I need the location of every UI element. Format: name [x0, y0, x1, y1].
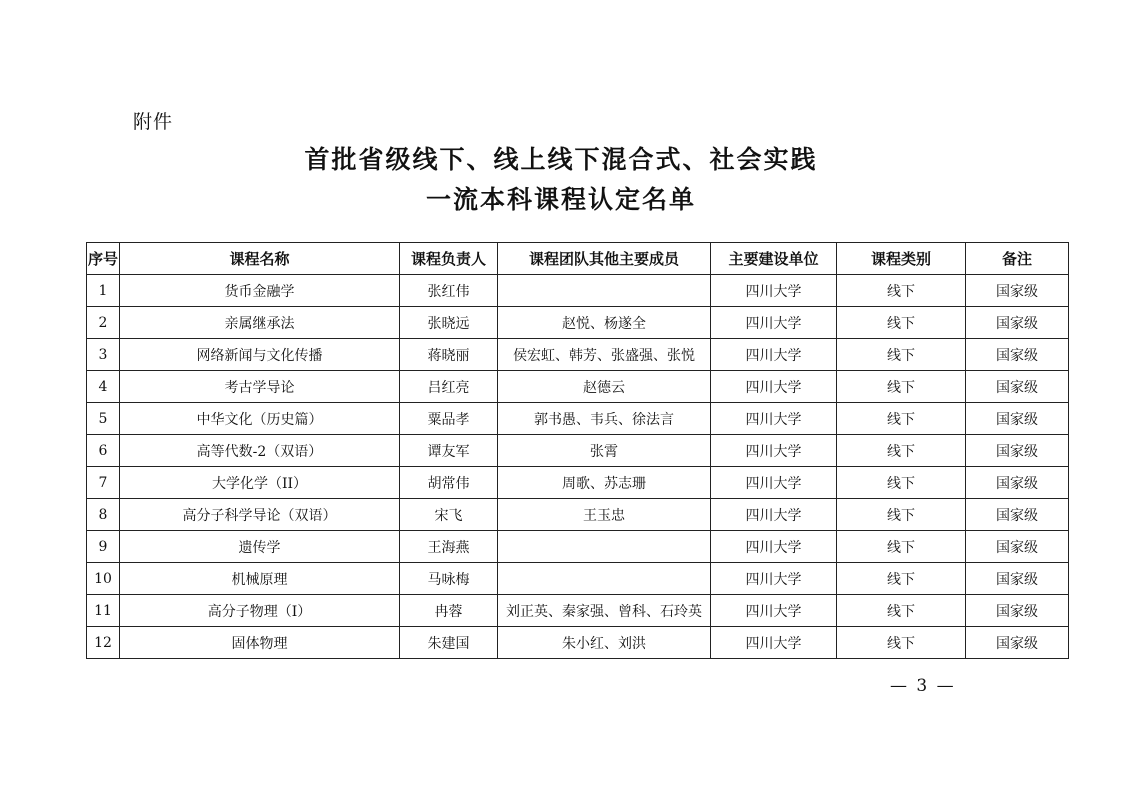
cell-course-name: 亲属继承法: [120, 307, 400, 339]
cell-institution: 四川大学: [711, 403, 837, 435]
table-row: [87, 339, 1069, 371]
cell-course-name: 高分子科学导论（双语）: [120, 499, 400, 531]
cell-institution: 四川大学: [711, 531, 837, 563]
cell-course-name: 货币金融学: [120, 275, 400, 307]
cell-course-category: 线下: [837, 371, 966, 403]
cell-team-members: 刘正英、秦家强、曾科、石玲英: [498, 595, 711, 627]
cell-institution: 四川大学: [711, 563, 837, 595]
document-title-line-1: 首批省级线下、线上线下混合式、社会实践: [304, 145, 818, 174]
cell-index: 1: [87, 275, 120, 307]
cell-institution: 四川大学: [711, 275, 837, 307]
table-row: [87, 627, 1069, 659]
cell-remark: 国家级: [966, 595, 1069, 627]
cell-course-category: 线下: [837, 403, 966, 435]
cell-course-category: 线下: [837, 435, 966, 467]
cell-course-leader: 张红伟: [400, 275, 498, 307]
cell-team-members: 赵悦、杨遂全: [498, 307, 711, 339]
cell-institution: 四川大学: [711, 307, 837, 339]
header-course-name: 课程名称: [120, 243, 400, 275]
cell-team-members: [498, 531, 711, 563]
header-institution: 主要建设单位: [711, 243, 837, 275]
cell-index: 7: [87, 467, 120, 499]
course-list-table: [86, 242, 1069, 659]
header-course-category: 课程类别: [837, 243, 966, 275]
cell-team-members: 张霄: [498, 435, 711, 467]
cell-remark: 国家级: [966, 467, 1069, 499]
cell-team-members: 朱小红、刘洪: [498, 627, 711, 659]
cell-course-category: 线下: [837, 275, 966, 307]
cell-remark: 国家级: [966, 531, 1069, 563]
cell-course-category: 线下: [837, 499, 966, 531]
cell-course-leader: 粟品孝: [400, 403, 498, 435]
cell-institution: 四川大学: [711, 467, 837, 499]
header-index: 序号: [87, 243, 120, 275]
table-row: [87, 595, 1069, 627]
attachment-label: 附件: [133, 111, 174, 133]
cell-index: 4: [87, 371, 120, 403]
cell-team-members: 赵德云: [498, 371, 711, 403]
cell-course-leader: 王海燕: [400, 531, 498, 563]
page-number: — 3 —: [890, 676, 956, 696]
cell-course-name: 中华文化（历史篇）: [120, 403, 400, 435]
cell-course-category: 线下: [837, 563, 966, 595]
cell-course-category: 线下: [837, 467, 966, 499]
table-row: [87, 275, 1069, 307]
cell-course-name: 固体物理: [120, 627, 400, 659]
header-course-leader: 课程负责人: [400, 243, 498, 275]
table-row: [87, 307, 1069, 339]
header-team-members: 课程团队其他主要成员: [498, 243, 711, 275]
cell-course-category: 线下: [837, 595, 966, 627]
cell-index: 9: [87, 531, 120, 563]
cell-course-leader: 蒋晓丽: [400, 339, 498, 371]
table-row: [87, 403, 1069, 435]
cell-remark: 国家级: [966, 403, 1069, 435]
cell-course-leader: 谭友军: [400, 435, 498, 467]
cell-course-leader: 张晓远: [400, 307, 498, 339]
cell-index: 11: [87, 595, 120, 627]
cell-team-members: 王玉忠: [498, 499, 711, 531]
cell-remark: 国家级: [966, 275, 1069, 307]
cell-index: 8: [87, 499, 120, 531]
cell-course-name: 遗传学: [120, 531, 400, 563]
table-row: [87, 467, 1069, 499]
table-row: [87, 563, 1069, 595]
table-body: [87, 275, 1069, 659]
cell-remark: 国家级: [966, 339, 1069, 371]
cell-course-leader: 宋飞: [400, 499, 498, 531]
cell-institution: 四川大学: [711, 339, 837, 371]
table-row: [87, 371, 1069, 403]
cell-remark: 国家级: [966, 627, 1069, 659]
cell-course-leader: 吕红亮: [400, 371, 498, 403]
cell-remark: 国家级: [966, 371, 1069, 403]
cell-institution: 四川大学: [711, 595, 837, 627]
cell-remark: 国家级: [966, 499, 1069, 531]
table-row: [87, 435, 1069, 467]
cell-index: 3: [87, 339, 120, 371]
cell-team-members: [498, 275, 711, 307]
cell-team-members: 周歌、苏志珊: [498, 467, 711, 499]
cell-course-leader: 胡常伟: [400, 467, 498, 499]
cell-institution: 四川大学: [711, 499, 837, 531]
cell-course-leader: 冉蓉: [400, 595, 498, 627]
cell-course-category: 线下: [837, 307, 966, 339]
cell-course-name: 高分子物理（I）: [120, 595, 400, 627]
cell-index: 10: [87, 563, 120, 595]
cell-course-leader: 马咏梅: [400, 563, 498, 595]
cell-course-category: 线下: [837, 339, 966, 371]
cell-index: 2: [87, 307, 120, 339]
cell-index: 5: [87, 403, 120, 435]
header-remark: 备注: [966, 243, 1069, 275]
cell-course-name: 网络新闻与文化传播: [120, 339, 400, 371]
cell-course-name: 机械原理: [120, 563, 400, 595]
cell-index: 6: [87, 435, 120, 467]
table-row: [87, 499, 1069, 531]
cell-institution: 四川大学: [711, 627, 837, 659]
cell-team-members: 郭书愚、韦兵、徐法言: [498, 403, 711, 435]
cell-course-category: 线下: [837, 627, 966, 659]
cell-index: 12: [87, 627, 120, 659]
cell-course-name: 高等代数-2（双语）: [120, 435, 400, 467]
document-title-line-2: 一流本科课程认定名单: [425, 185, 696, 214]
cell-institution: 四川大学: [711, 435, 837, 467]
cell-course-name: 考古学导论: [120, 371, 400, 403]
cell-team-members: 侯宏虹、韩芳、张盛强、张悦: [498, 339, 711, 371]
cell-team-members: [498, 563, 711, 595]
cell-course-name: 大学化学（II）: [120, 467, 400, 499]
cell-remark: 国家级: [966, 435, 1069, 467]
table-row: [87, 531, 1069, 563]
table-header-row: [87, 243, 1069, 275]
cell-institution: 四川大学: [711, 371, 837, 403]
cell-remark: 国家级: [966, 563, 1069, 595]
cell-remark: 国家级: [966, 307, 1069, 339]
cell-course-category: 线下: [837, 531, 966, 563]
cell-course-leader: 朱建国: [400, 627, 498, 659]
